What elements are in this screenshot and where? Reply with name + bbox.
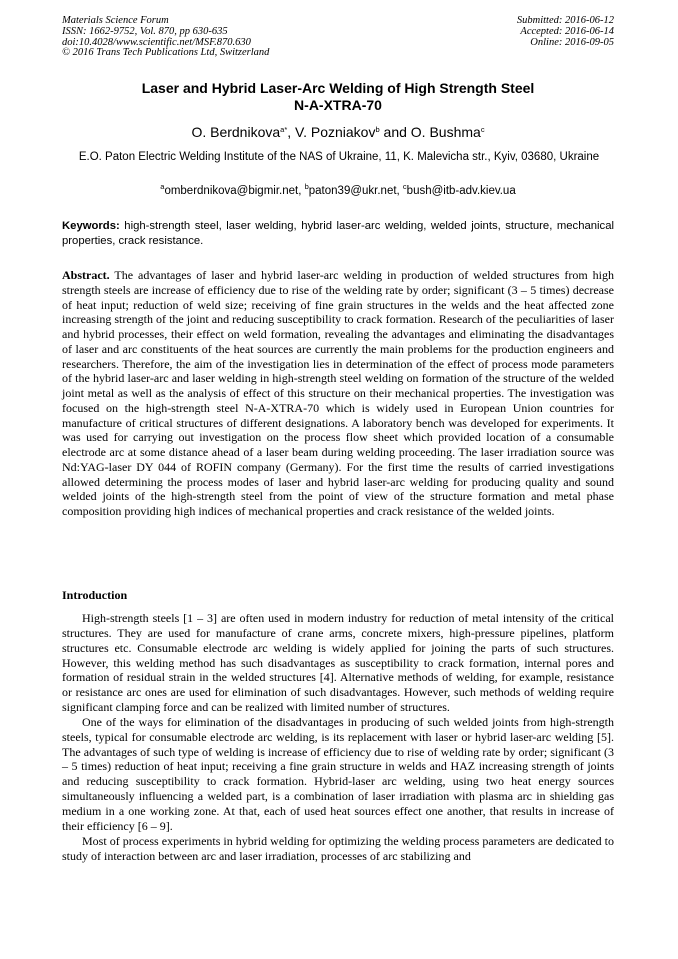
abstract-label: Abstract. bbox=[62, 268, 110, 282]
author-1: O. Berdnikova bbox=[191, 124, 281, 140]
email-b[interactable]: paton39@ukr.net, bbox=[308, 185, 403, 197]
keywords-text: high-strength steel, laser welding, hybrid laser-arc welding, welded joints, structure, mechanical properties, crack resistance. bbox=[62, 220, 614, 247]
copyright: © 2016 Trans Tech Publications Ltd, Switzerland bbox=[62, 47, 270, 59]
author-list bbox=[62, 123, 614, 141]
paper-title bbox=[62, 80, 614, 114]
abstract-text: The advantages of laser and hybrid laser-arc welding in production of welded structures from high strength steels are increase of efficiency due to rise of the welding rate by order; significant (3 – 5 times) decrease of heat input; reduction of weld size; receiving of fine grain structures in the welds and the heat affected zone increasing strength of the joint and reducing susceptibility to crack formation. Research of the peculiarities of laser and hybrid processes, their effect on weld formation, revealing the advantages and eliminating the disadvantages of laser and arc constituents of the heat sources are currently the main problems for the production engineers and researchers. Therefore, the aim of the investigation lies in determination of the effect of process mode parameters of the hybrid laser-arc and laser welding in high-strength steel welding on formation of the structure of the welded joint metal as well as the analysis of effect of this structure on their mechanical properties. The investigation was focused on the high-strength steel N-A-XTRA-70 which is widely used in European Union countries for manufacture of critical structures of different designations. A laboratory bench was developed for experiments. It was used for carrying out investigation on the process flow sheet which provided location of a consumable electrode arc at some distance ahead of a laser beam during welding proceeding. The laser irradiation source was Nd:YAG-laser DY 044 of ROFIN company (Germany). For the first time the results of carried investigations allowed determining the process modes of laser and hybrid laser-arc welding for producing quality and sound welded joints of the high-strength steel from the point of view of the structure formation and metal phase composition providing high indices of mechanical properties and crack resistance of the welded joints. bbox=[62, 268, 614, 518]
author-emails bbox=[62, 184, 614, 199]
publication-dates bbox=[414, 16, 614, 48]
doi: doi:10.4028/www.scientific.net/MSF.870.630 bbox=[62, 36, 251, 48]
email-a[interactable]: omberdnikova@bigmir.net, bbox=[164, 185, 305, 197]
email-b-marker: b bbox=[304, 182, 309, 191]
paragraph: Most of process experiments in hybrid welding for optimizing the welding process parameters are dedicated to study of interaction between arc and laser irradiation, processes of arc stabilizing and bbox=[62, 833, 614, 863]
email-c-marker: c bbox=[402, 182, 407, 191]
submitted-date: Submitted: 2016-06-12 bbox=[516, 15, 614, 26]
introduction-body bbox=[62, 611, 614, 863]
abstract bbox=[62, 268, 614, 519]
paragraph: One of the ways for elimination of the disadvantages in producing of such welded joints from high-strength steels, typical for consumable electrode arc welding, is its replacement with laser or hybrid laser-arc welding [5]. The advantages of such type of welding is increase of efficiency due to rise of welding rate by order; significant (3 – 5 times) reduction of heat input; receiving a fine grain structure in welds and HAZ increasing strength of joints and reducing susceptibility to crack formation. Hybrid-laser arc welding, using two heat energy sources simultaneously influencing a welded part, is a combination of laser irradiation with plasma arc in shielding gas medium in a one working zone. At that, each of used heat sources effect one another, that results in increase of their efficiency [6 – 9]. bbox=[62, 714, 614, 833]
author-2-marker: b bbox=[375, 125, 380, 134]
section-heading-introduction: Introduction bbox=[62, 588, 128, 602]
author-3-marker: c bbox=[480, 125, 485, 134]
journal-info bbox=[62, 16, 392, 59]
author-separator: , bbox=[287, 124, 296, 140]
accepted-date: Accepted: 2016-06-14 bbox=[520, 25, 614, 37]
online-date: Online: 2016-09-05 bbox=[530, 36, 614, 48]
journal-name: Materials Science Forum bbox=[62, 15, 169, 26]
author-2: V. Pozniakov bbox=[295, 124, 376, 140]
author-1-marker: a* bbox=[280, 125, 288, 134]
affiliation: E.O. Paton Electric Welding Institute of the NAS of Ukraine, 11, K. Malevicha str., Kyiv, 03680, Ukraine bbox=[78, 151, 600, 163]
title-line-1: Laser and Hybrid Laser-Arc Welding of High Strength Steel bbox=[141, 80, 535, 96]
email-a-marker: a bbox=[160, 182, 165, 191]
author-separator: and bbox=[379, 124, 411, 140]
paragraph: High-strength steels [1 – 3] are often used in modern industry for reduction of metal intensity of the critical structures. They are used for manufacture of crane arms, concrete mixers, high-pressure pipelines, platform structures etc. Consumable electrode arc welding is widely applied for joining the parts of such structures. However, this welding method has such disadvantages as susceptibility to crack formation, internal pores and formation of residual strain in the welded structures [4]. Alternative methods of welding, for example, resistance or resistance arc ones are used for elimination of such disadvantages. However, such methods of welding require significant clamping force and can be realized with limited number of structures. bbox=[62, 611, 614, 715]
title-line-2: N-A-XTRA-70 bbox=[294, 97, 382, 113]
issn: ISSN: 1662-9752, Vol. 870, pp 630-635 bbox=[62, 25, 228, 37]
author-3: O. Bushma bbox=[410, 124, 481, 140]
email-c[interactable]: bush@itb-adv.kiev.ua bbox=[406, 185, 516, 197]
keywords-label: Keywords: bbox=[62, 220, 120, 232]
keywords bbox=[62, 219, 614, 248]
